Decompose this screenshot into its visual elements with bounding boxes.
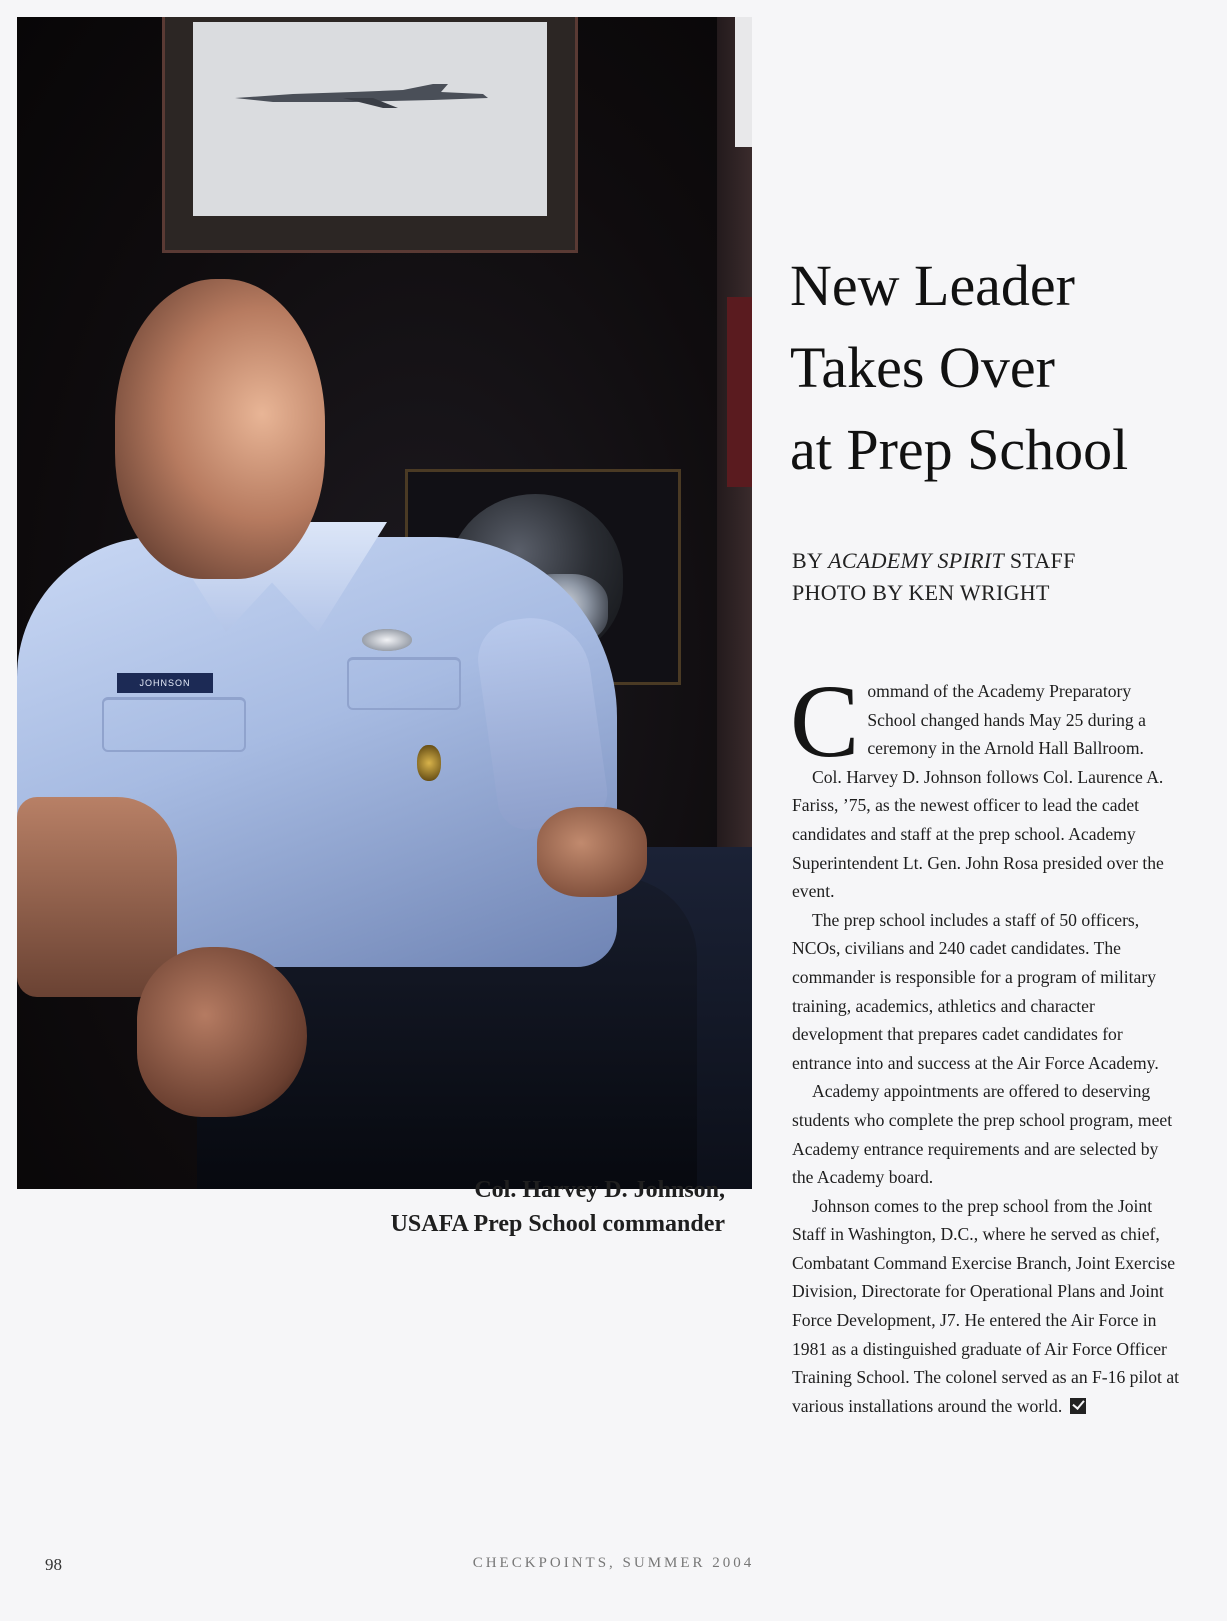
author-byline: BY ACADEMY SPIRIT STAFF <box>792 548 1076 573</box>
headline-line-3: at Prep School <box>790 417 1129 482</box>
page-number: 98 <box>45 1555 62 1574</box>
pilot-wings-icon <box>362 629 412 651</box>
headline-line-2: Takes Over <box>790 335 1055 400</box>
article-headline <box>790 245 1210 491</box>
publication-footer: CHECKPOINTS, SUMMER 2004 <box>472 1555 755 1571</box>
caption-line-1: Col. Harvey D. Johnson, <box>474 1177 725 1203</box>
paragraph: Academy appointments are offered to deserving students who complete the prep school program, meet Academy entrance requirements and are selected by the Academy board. <box>792 1081 1173 1188</box>
badge-icon <box>417 745 441 781</box>
paragraph: The prep school includes a staff of 50 officers, NCOs, civilians and 240 cadet candidates. The commander is responsible for a program of military training, academics, athletics and character development that prepares cadet candidates for entrance into and success at the Air Force Academy. <box>792 909 1159 1073</box>
caption-line-2: USAFA Prep School commander <box>390 1211 725 1237</box>
framed-jet-print <box>162 17 578 253</box>
jet-illustration <box>233 80 493 110</box>
photo-caption <box>305 1173 725 1241</box>
article-body <box>790 664 1182 1420</box>
nametag: JOHNSON <box>117 673 213 693</box>
headline-line-1: New Leader <box>790 253 1075 318</box>
paragraph: Command of the Academy Preparatory School changed hands May 25 during a ceremony in the Arnold Hall Ballroom. <box>790 664 1146 779</box>
end-mark-icon <box>1070 1398 1086 1414</box>
portrait-photo <box>17 17 752 1189</box>
paragraph: Johnson comes to the prep school from the Joint Staff in Washington, D.C., where he served as chief, Combatant Command Exercise Branch, Joint Exercise Division, Directorate for Operational Plans and Joint Force Development, J7. He entered the Air Force in 1981 as a distinguished graduate of Air Force Officer Training School. The colonel served as an F-16 pilot at various installations around the world. <box>792 1195 1180 1416</box>
drop-cap: C <box>790 664 860 779</box>
subject-head <box>115 279 325 579</box>
byline <box>792 545 1212 609</box>
publication-name: ACADEMY SPIRIT <box>828 548 1005 573</box>
photo-credit: PHOTO BY KEN WRIGHT <box>792 580 1050 605</box>
paragraph: Col. Harvey D. Johnson follows Col. Laurence A. Fariss, ’75, as the newest officer to lead the cadet candidates and staff at the prep school. Academy Superintendent Lt. Gen. John Rosa presided over the event. <box>792 766 1164 902</box>
